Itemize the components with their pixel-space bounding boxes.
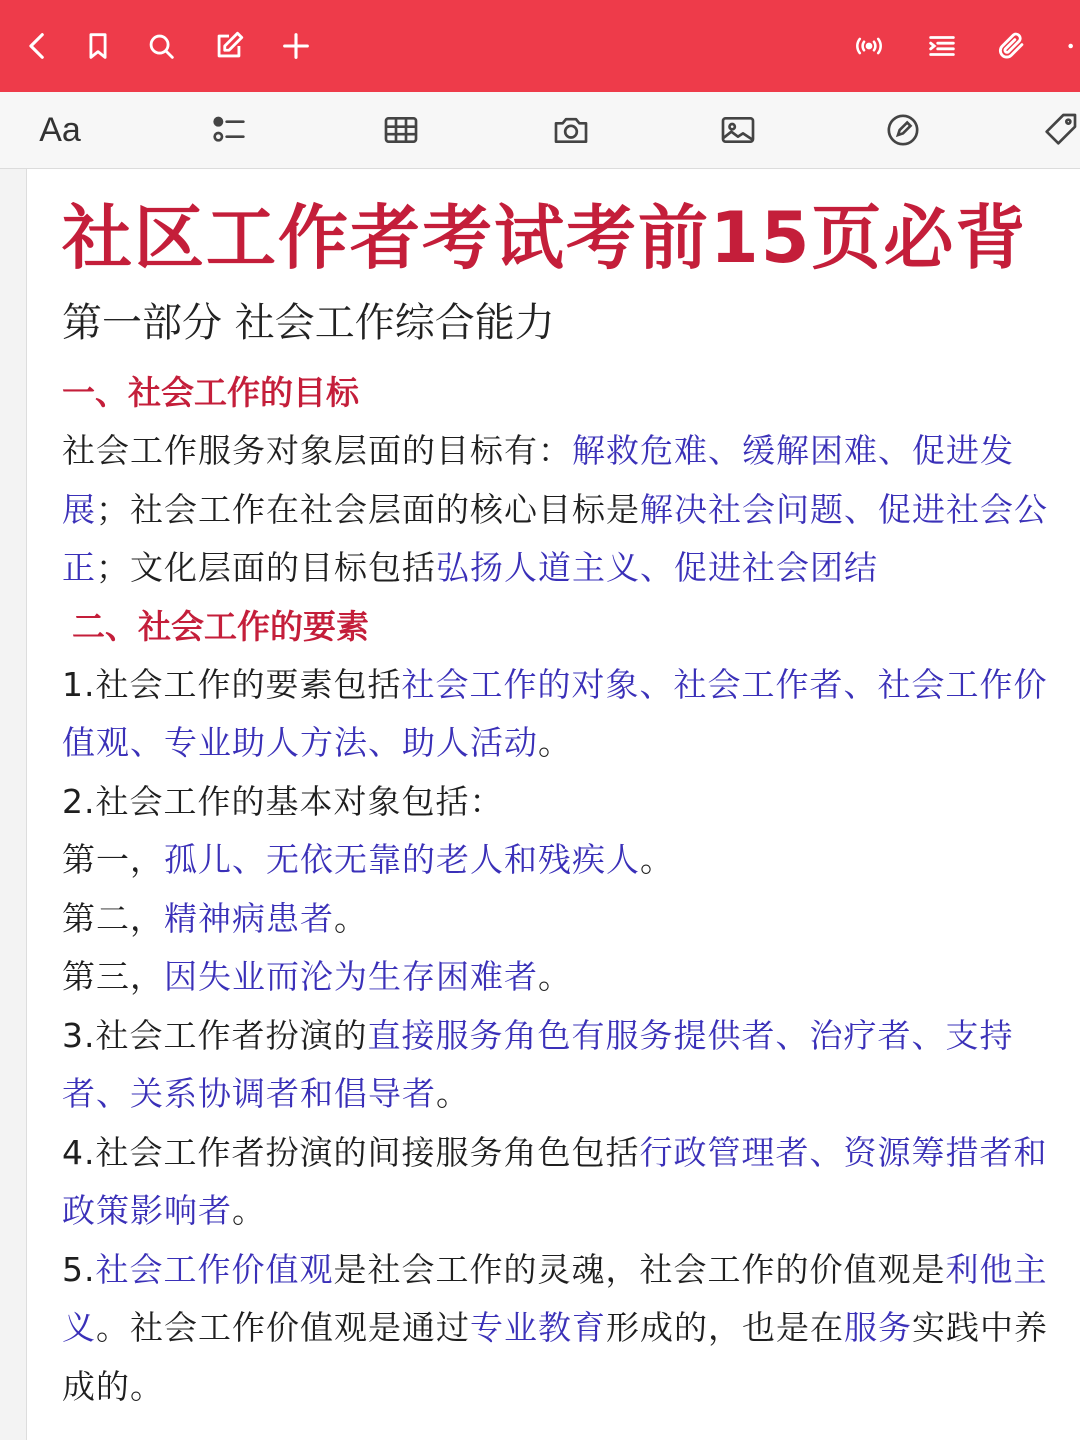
camera-icon[interactable] [543, 104, 599, 156]
attach-icon[interactable] [986, 20, 1038, 72]
section-heading-elements: 二、社会工作的要素 [72, 606, 369, 646]
list-item-3: 3.社会工作者扮演的直接服务角色有服务提供者、治疗者、支持者、关系协调者和倡导者。 [62, 1015, 1014, 1113]
format-toolbar [0, 92, 1080, 169]
section-heading-goals: 一、社会工作的目标 [62, 373, 359, 412]
note-content[interactable] [62, 190, 1052, 1416]
top-toolbar [0, 0, 1080, 92]
bookmark-icon[interactable] [72, 20, 124, 72]
more-icon[interactable] [1050, 20, 1080, 72]
add-icon[interactable] [270, 20, 322, 72]
outline-icon[interactable] [916, 20, 968, 72]
list-item-4: 4.社会工作者扮演的间接服务角色包括行政管理者、资源筹措者和政策影响者。 [62, 1132, 1048, 1230]
sub-item-first: 第一，孤儿、无依无靠的老人和残疾人。 [62, 840, 674, 879]
search-icon[interactable] [135, 20, 187, 72]
document-title: 社区工作者考试考前15页必背 [62, 197, 1028, 279]
broadcast-icon[interactable] [843, 20, 895, 72]
checklist-icon[interactable] [202, 104, 258, 156]
part-heading: 第一部分 社会工作综合能力 [62, 300, 555, 346]
text-style-button[interactable] [30, 104, 90, 156]
back-icon[interactable] [12, 20, 64, 72]
image-icon[interactable] [710, 104, 766, 156]
list-item-1: 1.社会工作的要素包括社会工作的对象、社会工作者、社会工作价值观、专业助人方法、助人活动。 [62, 664, 1048, 762]
list-item-5: 5.社会工作价值观是社会工作的灵魂，社会工作的价值观是利他主义。社会工作价值观是通过专业教育形成的，也是在服务实践中养成的。 [62, 1249, 1048, 1406]
text-style-icon: Aa [39, 110, 81, 149]
sub-item-third: 第三，因失业而沦为生存困难者。 [62, 957, 572, 996]
list-item-2: 2.社会工作的基本对象包括： [62, 781, 504, 821]
sub-item-second: 第二，精神病患者。 [62, 898, 368, 938]
tag-icon[interactable] [1040, 104, 1080, 156]
page-edge [0, 169, 27, 1440]
pen-icon[interactable] [875, 104, 931, 156]
paragraph-goals: 社会工作服务对象层面的目标有：解救危难、缓解困难、促进发展；社会工作在社会层面的核心目标是解决社会问题、促进社会公正；文化层面的目标包括弘扬人道主义、促进社会团结 [62, 431, 1048, 587]
table-icon[interactable] [373, 104, 429, 156]
edit-icon[interactable] [203, 20, 255, 72]
